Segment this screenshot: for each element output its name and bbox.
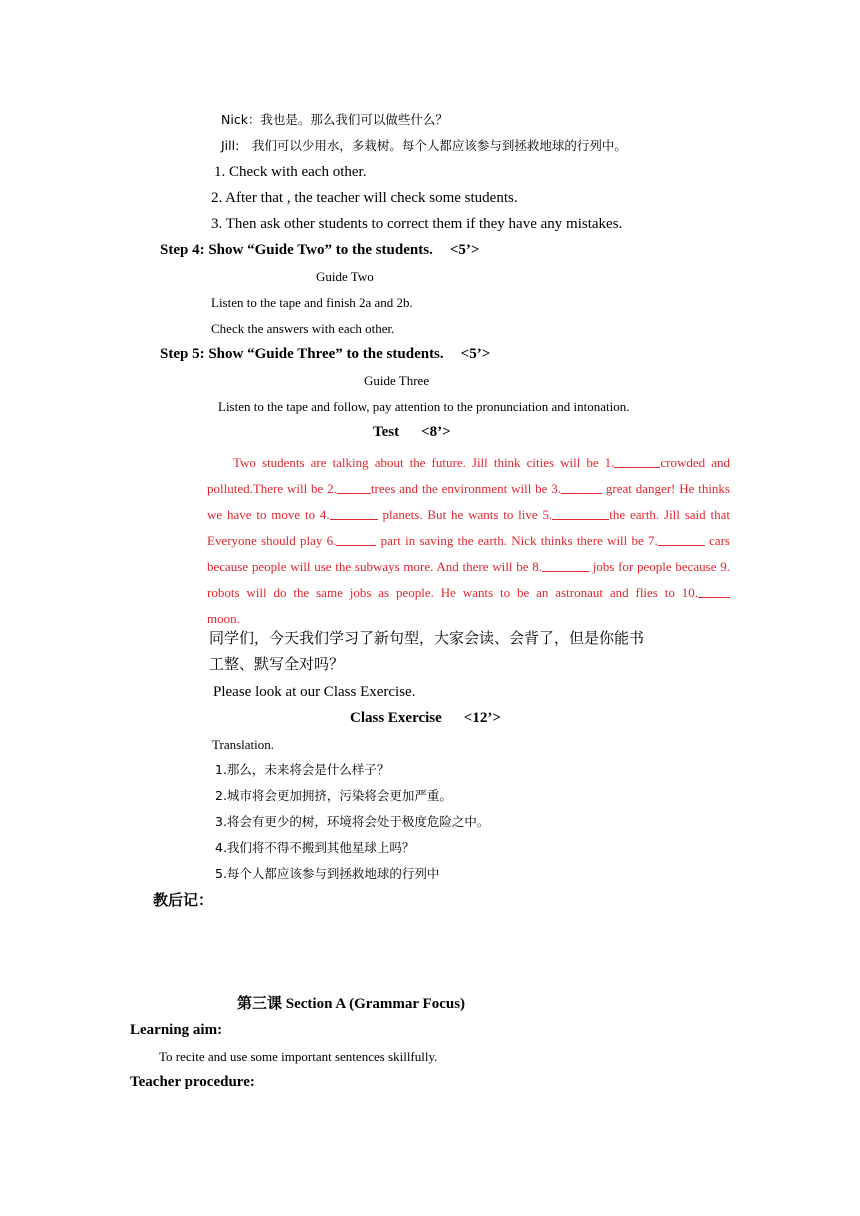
step4-time: <5’> [449, 242, 480, 258]
exercise-item-1: 1.那么，未来将会是什么样子？ [215, 762, 390, 777]
test-line-3 [207, 502, 730, 528]
step-check-line: 1. Check with each other. [214, 164, 367, 180]
guide-three-line1: Listen to the tape and follow, pay attention to the pronunciation and intonation. [218, 399, 630, 414]
test-paragraph [207, 450, 730, 632]
test-text: the earth. Jill said that [609, 507, 730, 522]
test-line-1 [207, 450, 730, 476]
test-line-6 [207, 580, 730, 606]
test-text: great danger! He thinks [602, 481, 730, 496]
step-correct-line: 3. Then ask other students to correct them if they have any mistakes. [211, 216, 623, 232]
step4-heading [160, 243, 479, 258]
test-text: part in saving the earth. Nick thinks there will be 7. [376, 533, 658, 548]
test-text: Everyone should play 6. [207, 533, 337, 548]
test-text: planets. But he wants to live 5. [377, 507, 553, 522]
lesson3-title [237, 997, 465, 1012]
test-text: jobs for people because 9. [588, 559, 730, 574]
learning-aim-label: Learning aim: [130, 1022, 223, 1038]
blank-6[interactable] [336, 532, 376, 546]
exercise-item-2: 2.城市将会更加拥挤，污染将会更加严重。 [215, 788, 452, 803]
test-text: robots will do the same jobs as people. He wants to be an astronaut and flies to 10. [207, 585, 698, 600]
class-exercise-title: Class Exercise [350, 710, 442, 726]
test-text: moon. [207, 611, 240, 626]
step5-heading-text: Step 5: Show “Guide Three” to the students. [160, 346, 444, 362]
test-line-2 [207, 476, 730, 502]
test-time: <8’> [421, 424, 451, 440]
notes-label: 教后记： [153, 891, 214, 909]
lesson3-title-text: 第三课 Section A (Grammar Focus) [237, 996, 466, 1012]
test-text: we have to move to 4. [207, 507, 330, 522]
blank-3[interactable] [561, 480, 602, 494]
exercise-item-4: 4.我们将不得不搬到其他星球上吗？ [215, 840, 415, 855]
blank-7[interactable] [658, 532, 705, 546]
test-text: cars [704, 533, 730, 548]
test-heading [373, 425, 451, 440]
dialogue-jill: Jill: 我们可以少用水，多栽树。每个人都应该参与到拯救地球的行列中。 [221, 138, 627, 153]
chinese-prompt-line1: 同学们，今天我们学习了新句型，大家会读、会背了，但是你能书 [209, 629, 645, 647]
test-line-5 [207, 554, 730, 580]
step5-heading [160, 347, 490, 362]
translation-label: Translation. [212, 737, 274, 752]
chinese-prompt-line2: 工整、默写全对吗？ [209, 655, 345, 673]
guide-two-line2: Check the answers with each other. [211, 321, 395, 336]
blank-1[interactable] [614, 454, 660, 468]
test-text: polluted.There will be 2. [207, 481, 337, 496]
step-teacher-check-line: 2. After that , the teacher will check some students. [211, 190, 518, 206]
step4-heading-text: Step 4: Show “Guide Two” to the students. [160, 242, 433, 258]
blank-4[interactable] [330, 506, 378, 520]
exercise-item-3: 3.将会有更少的树，环境将会处于极度危险之中。 [215, 814, 490, 829]
blank-8[interactable] [542, 558, 589, 572]
exercise-item-5: 5.每个人都应该参与到拯救地球的行列中 [215, 866, 440, 881]
guide-two-line1: Listen to the tape and finish 2a and 2b. [211, 295, 413, 310]
look-line: Please look at our Class Exercise. [213, 684, 416, 700]
blank-5[interactable] [552, 506, 609, 520]
class-exercise-heading [350, 711, 501, 726]
blank-10[interactable] [698, 584, 730, 598]
test-text: Two students are talking about the future. Jill think cities will be 1. [233, 455, 615, 470]
class-exercise-time: <12’> [463, 710, 501, 726]
guide-two-title: Guide Two [316, 269, 374, 284]
test-line-4 [207, 528, 730, 554]
learning-aim-text: To recite and use some important sentences skillfully. [159, 1049, 438, 1064]
step5-time: <5’> [460, 346, 491, 362]
blank-2[interactable] [337, 480, 371, 494]
guide-three-title: Guide Three [364, 373, 430, 388]
test-text: because people will use the subways more. And there will be 8. [207, 559, 542, 574]
dialogue-nick: Nick：我也是。那么我们可以做些什么？ [221, 112, 448, 127]
test-text: trees and the environment will be 3. [370, 481, 562, 496]
teacher-procedure-label: Teacher procedure: [130, 1074, 255, 1090]
test-title: Test [373, 424, 400, 440]
test-text: crowded and [660, 455, 730, 470]
